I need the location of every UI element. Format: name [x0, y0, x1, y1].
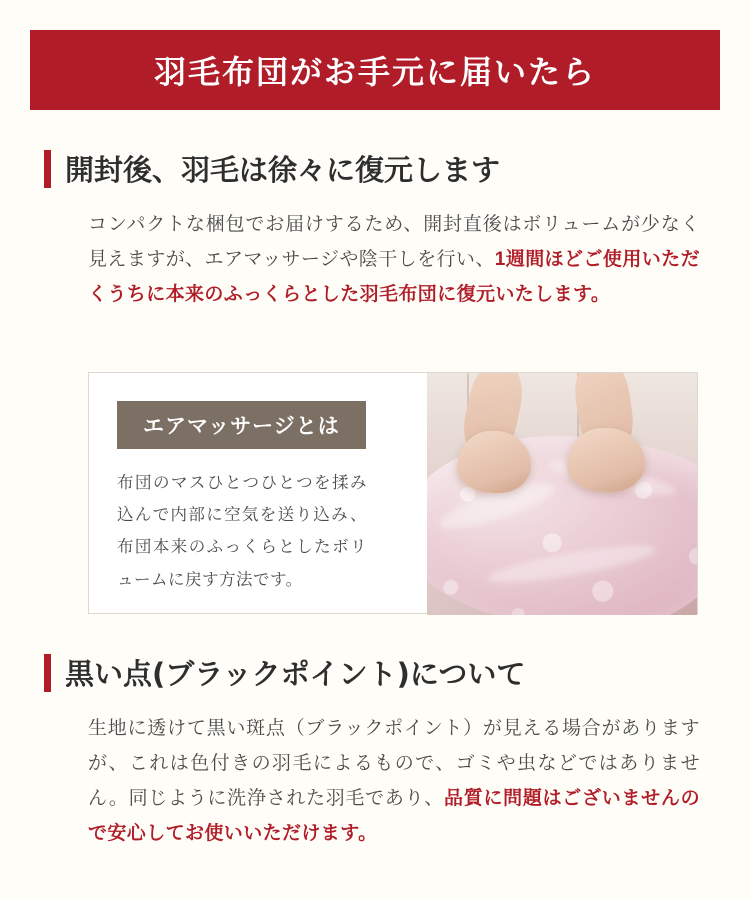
header-banner — [30, 30, 720, 110]
body-text-plain: 生地に透けて黒い斑点（ブラックポイント）が見える場合がありますが、これは色付きの羽毛によるもので、ゴミや虫などではありません。同じように洗浄された羽毛であり、 — [88, 718, 700, 810]
heading-accent-bar — [44, 654, 51, 692]
card-inner — [89, 373, 697, 613]
body-text-highlight: 1週間ほどご使用いただくうちに本来のふっくらとした羽毛布団に復元いたします。 — [88, 249, 700, 306]
photo-hand-right — [567, 428, 645, 492]
section-body-blackpoint — [88, 711, 700, 852]
card-description: 布団のマスひとつひとつを揉み込んで内部に空気を送り込み、布団本来のふっくらとしたボリュームに戻す方法です。 — [117, 474, 367, 589]
section-blackpoint — [44, 652, 706, 852]
banner-title: 羽毛布団がお手元に届いたら — [153, 53, 596, 91]
card-label-badge: エアマッサージとは — [117, 401, 366, 449]
body-text-plain: コンパクトな梱包でお届けするため、開封直後はボリュームが少なく見えますが、エアマッサージや陰干しを行い、 — [88, 214, 700, 271]
section-heading-reloft — [44, 148, 706, 189]
section-reloft — [44, 148, 706, 312]
heading-accent-bar — [44, 150, 51, 188]
section-heading-text: 開封後、羽毛は徐々に復元します — [65, 153, 501, 187]
air-massage-photo — [427, 373, 697, 615]
section-body-reloft — [88, 207, 700, 312]
air-massage-card — [88, 372, 698, 614]
photo-hand-left — [457, 431, 531, 493]
section-heading-blackpoint — [44, 652, 706, 693]
section-heading-text: 黒い点(ブラックポイント)について — [65, 657, 526, 691]
body-text-highlight: 品質に問題はございませんので安心してお使いいただけます。 — [88, 788, 700, 845]
card-text-column — [89, 373, 389, 613]
